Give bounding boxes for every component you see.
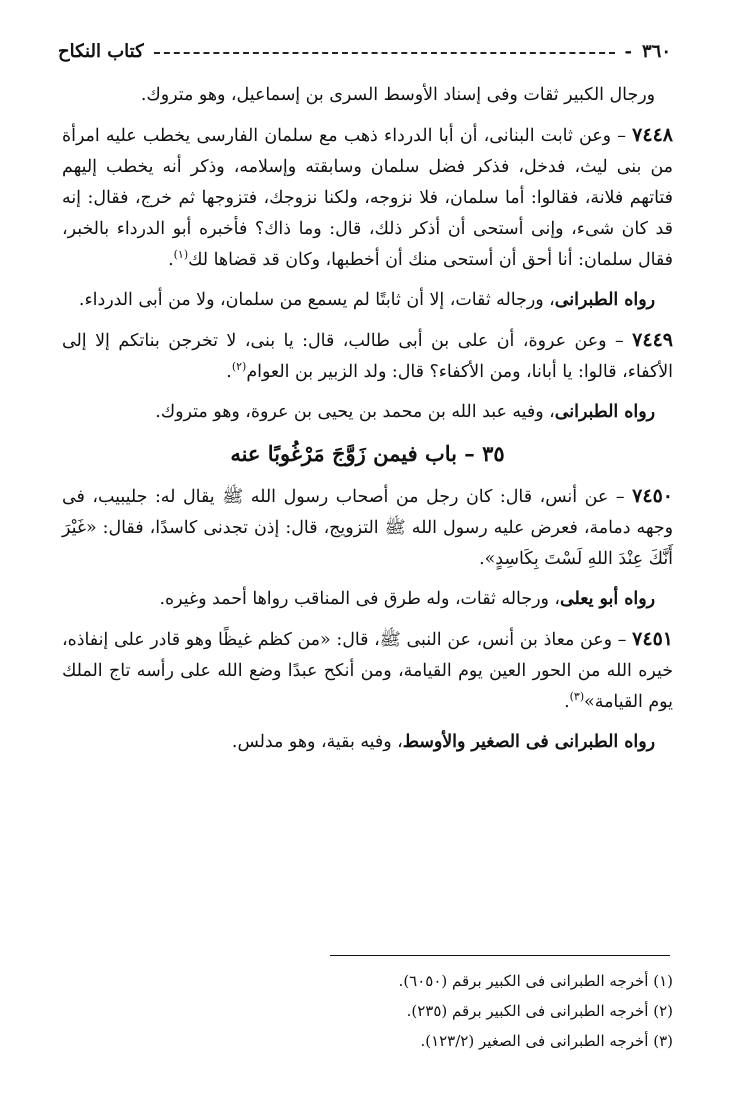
chapter-title: ٣٥ – باب فيمن زَوَّجَ مَرْغُوبًا عنه [230, 441, 505, 466]
narrator-label: رواه أبو يعلى [560, 589, 655, 609]
hadith-7451 [62, 624, 673, 718]
header-dashed-rule [154, 52, 615, 54]
hadith-number: ٧٤٤٨ [632, 124, 673, 146]
narration-note-7450 [62, 584, 673, 615]
footnotes [62, 966, 673, 1056]
narration-text: ، وفيه عبد الله بن محمد بن يحيى بن عروة، وهو متروك. [155, 402, 555, 422]
running-header [58, 34, 671, 68]
hadith-text: – عن أنس، قال: كان رجل من أصحاب رسول الله ﷺ يقال له: جليبيب، فى وجهه دمامة، فعرض عليه رسول الله ﷺ التزويج، قال: إذن تجدنى كاسدًا، فقال: «غَيْرَ أَنَّكَ عِنْدَ اللهِ لَسْتَ بِكَاسِدٍ». [62, 487, 673, 569]
hadith-text: – وعن معاذ بن أنس، عن النبى ﷺ، قال: «من كظم غيظًا وهو قادر على إنفاذه، خيره الله من الحور العين يوم القيامة، ومن أنكح عبدًا وضع الله على رأسه تاج الملك يوم القيامة» [62, 630, 673, 712]
hadith-7450 [62, 481, 673, 575]
narrator-label: رواه الطبرانى [554, 290, 655, 310]
page-body [62, 80, 673, 767]
page-number: ٣٦٠ [641, 40, 671, 62]
hadith-number: ٧٤٥٠ [632, 485, 673, 507]
narrator-label: رواه الطبرانى فى الصغير والأوسط [402, 732, 655, 752]
narration-note-7449 [62, 397, 673, 428]
hadith-end: . [564, 692, 570, 712]
footnote-divider [330, 955, 670, 956]
hadith-end: . [226, 362, 232, 382]
narration-note-7448 [62, 285, 673, 316]
hadith-text: – وعن عروة، أن على بن أبى طالب، قال: يا بنى، لا تخرجن بناتكم إلا إلى الأكفاء، قالوا: يا أبانا، ومن الأكفاء؟ قال: ولد الزبير بن العوام [62, 331, 673, 382]
hadith-7448 [62, 120, 673, 276]
book-title: كتاب النكاح [58, 40, 144, 62]
footnote-ref: (١) [173, 248, 189, 262]
hadith-7449 [62, 325, 673, 388]
narration-note-7451 [62, 727, 673, 758]
narration-text: ، وفيه بقية، وهو مدلس. [231, 732, 403, 752]
hadith-end: . [168, 250, 174, 270]
footnote-ref: (٣) [569, 690, 585, 704]
hadith-number: ٧٤٤٩ [632, 329, 673, 351]
footnote-3: (٣) أخرجه الطبرانى فى الصغير (١٢٣/٢). [420, 1032, 673, 1050]
narration-text: ، ورجاله ثقات، وله طرق فى المناقب رواها أحمد وغيره. [159, 589, 560, 609]
continuation-paragraph: ورجال الكبير ثقات وفى إسناد الأوسط السرى بن إسماعيل، وهو متروك. [140, 85, 655, 105]
footnote-1: (١) أخرجه الطبرانى فى الكبير برقم (٦٠٥٠). [398, 972, 673, 990]
footnote-ref: (٢) [231, 360, 247, 374]
narrator-label: رواه الطبرانى [554, 402, 655, 422]
hadith-text: – وعن ثابت البنانى، أن أبا الدرداء ذهب مع سلمان الفارسى يخطب عليه امرأة من بنى ليث، فدخل، فذكر فضل سلمان وسابقته وإسلامه، وذكر أنه يخطب إليهم فتاتهم فلانة، فقالوا: أما سلمان، فلا نزوجه، ولكنا نزوجك، فتزوجها ثم خرج، فقال: إنه قد كان شىء، وإنى أستحى أن أذكر ذلك، قال: وما ذاك؟ فأخبره أبو الدرداء بالخبر، فقال سلمان: أنا أحق أن أستحى منك أن أخطبها، وكان قد قضاها لك [62, 126, 673, 270]
header-separator: - [624, 40, 632, 62]
narration-text: ، ورجاله ثقات، إلا أن ثابتًا لم يسمع من سلمان، ولا من أبى الدرداء. [78, 290, 555, 310]
footnote-2: (٢) أخرجه الطبرانى فى الكبير برقم (٢٣٥). [406, 1002, 673, 1020]
hadith-number: ٧٤٥١ [632, 628, 673, 650]
